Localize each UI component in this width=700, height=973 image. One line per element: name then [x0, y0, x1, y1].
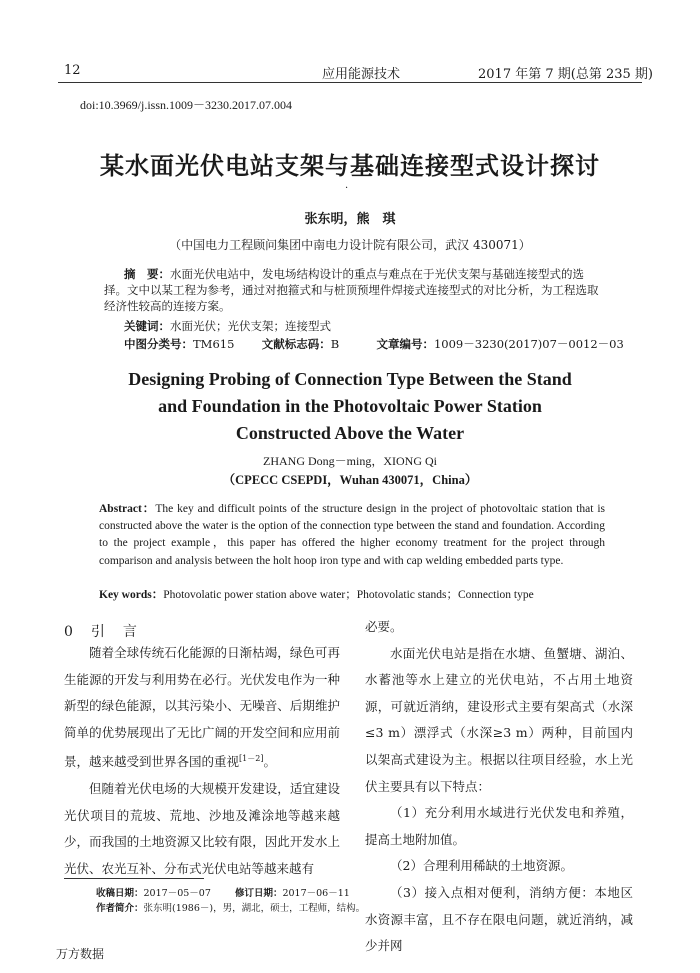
- article-no-label: 文章编号：: [376, 337, 434, 351]
- section-number: 0: [64, 624, 75, 640]
- right-column: [365, 614, 633, 960]
- title-en: [0, 366, 700, 447]
- received-date: 2017－05－07: [143, 888, 211, 899]
- author-bio-label: 作者简介：: [96, 903, 144, 914]
- citation-ref: [1－2]: [239, 754, 264, 764]
- abstract-zh-text: 水面光伏电站中，发电场结构设计的重点与难点在于光伏支架与基础连接型式的选择。文中以某工程为参考，通过对抱箍式和与桩顶预埋件焊接式连接型式的对比分析，为工程选取经济性较高的连接方案。: [104, 267, 599, 313]
- title-en-line3: Constructed Above the Water: [235, 423, 465, 443]
- footnote-dates: [96, 885, 350, 899]
- left-para-1-text: 随着全球传统石化能源的日渐枯竭，绿色可再生能源的开发与利用势在必行。光伏发电作为一种新型的绿色能源，以其污染小、无噪音、后期维护简单的优势展现出了无比广阔的开发空间和应用前景，越来越受到世界各国的重视: [64, 645, 340, 770]
- left-para-1-end: 。: [263, 754, 276, 770]
- left-column: [64, 640, 340, 883]
- keywords-zh-label: 关键词：: [124, 319, 170, 333]
- author-bio: 张东明(1986－)，男，湖北，硕士，工程师，结构。: [143, 903, 366, 914]
- page-number: 12: [64, 63, 81, 78]
- revised-date: 2017－06－11: [282, 888, 350, 899]
- classification-line: [124, 336, 624, 352]
- affiliation-en: （CPECC CSEPDI，Wuhan 430071，China）: [222, 473, 478, 487]
- section-heading: [64, 621, 139, 641]
- title-en-line1: Designing Probing of Connection Type Between the Stand: [128, 369, 572, 389]
- title-zh: 某水面光伏电站支架与基础连接型式设计探讨: [100, 151, 600, 180]
- footnote-rule: [64, 878, 204, 879]
- abstract-en-text: The key and difficult points of the structure design in the project of photovoltaic station that is constructed above the water is the option of the connection type between the stand and foundation. According to the project example，this paper has offered the higher economy treatment for the project through comparison and analysis between the holt hoop iron type and with cap welding embedded parts type.: [99, 503, 606, 567]
- revised-label: 修订日期：: [234, 888, 283, 899]
- journal-name: 应用能源技术: [322, 67, 401, 82]
- right-item-3: （3）接入点相对便利，消纳方便：本地区水资源丰富，且不存在限电问题，就近消纳，减少并网: [365, 884, 633, 954]
- abstract-zh: [104, 266, 604, 314]
- clc-value: TM615: [193, 337, 235, 351]
- article-no-value: 1009－3230(2017)07－0012－03: [433, 337, 624, 351]
- doc-code-label: 文献标志码：: [261, 337, 331, 351]
- clc-label: 中图分类号：: [124, 337, 193, 351]
- abstract-zh-label: 摘 要：: [124, 267, 170, 281]
- keywords-en-label: Key words：: [99, 589, 164, 601]
- header-rule: [58, 82, 642, 83]
- left-para-2: 但随着光伏电场的大规模开发建设，适宜建设光伏项目的荒坡、荒地、沙地及滩涂地等越来越少，而我国的土地资源又比较有限，因此开发水上光伏、农光互补、分布式光伏电站等越来越有: [64, 781, 340, 876]
- footnote-author: [96, 900, 365, 914]
- right-item-1: （1）充分利用水域进行光伏发电和养殖，提高土地附加值。: [365, 805, 633, 847]
- keywords-en: [99, 586, 605, 602]
- keywords-zh-text: 水面光伏；光伏支架；连接型式: [170, 319, 331, 333]
- watermark: 万方数据: [56, 947, 105, 961]
- right-continuation: 必要。: [365, 619, 403, 634]
- title-dot: ·: [345, 183, 349, 194]
- issue-info: 2017 年第 7 期(总第 235 期): [478, 67, 653, 82]
- right-item-2: （2）合理利用稀缺的土地资源。: [390, 858, 573, 874]
- title-en-line2: and Foundation in the Photovoltaic Power Station: [158, 396, 542, 416]
- right-para-1: 水面光伏电站是指在水塘、鱼蟹塘、湖泊、水蓄池等水上建立的光伏电站，不占用土地资源，可就近消纳，建设形式主要有架高式（水深≤3 m）漂浮式（水深≥3 m）两种，目前国内以架高式建设为主。根据以往项目经验，水上光伏主要具有以下特点：: [365, 645, 633, 794]
- authors-zh: 张东明，熊 琪: [304, 212, 396, 227]
- doc-code-value: B: [330, 337, 340, 351]
- authors-en: ZHANG Dong－ming，XIONG Qi: [263, 454, 437, 468]
- left-para-1: [64, 640, 340, 776]
- doi: doi:10.3969/j.issn.1009－3230.2017.07.004: [80, 98, 293, 112]
- keywords-zh: [124, 318, 331, 334]
- abstract-en: [99, 501, 605, 570]
- received-label: 收稿日期：: [96, 888, 144, 899]
- keywords-en-text: Photovolatic power station above water；Photovolatic stands；Connection type: [163, 589, 534, 601]
- section-title: 引 言: [90, 624, 139, 640]
- affiliation-zh: （中国电力工程顾问集团中南电力设计院有限公司，武汉 430071）: [169, 238, 531, 252]
- abstract-en-label: Abstract：: [99, 503, 156, 515]
